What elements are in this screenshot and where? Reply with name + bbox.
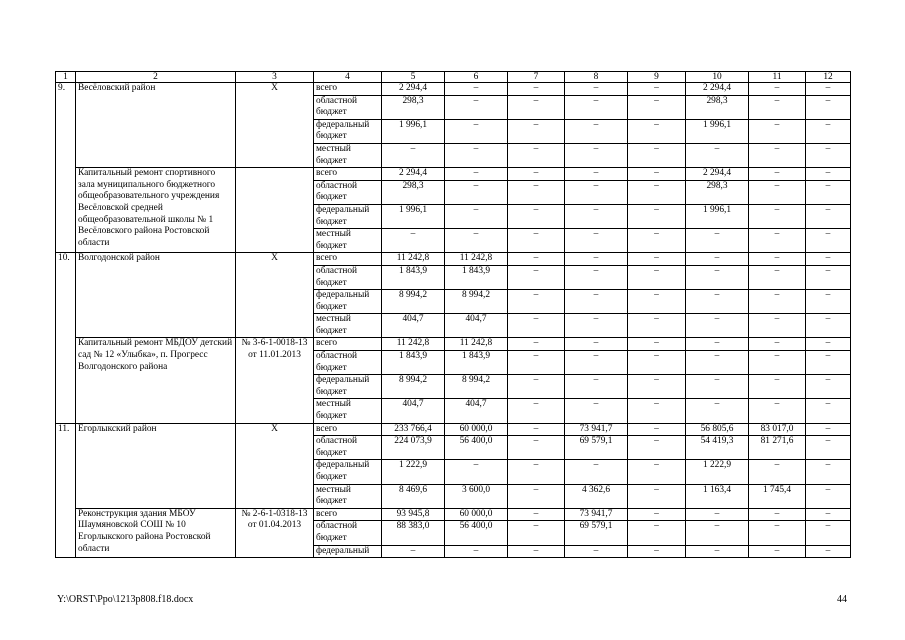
value-cell: – bbox=[508, 508, 565, 521]
funding-type: местный бюджет bbox=[314, 229, 382, 253]
value-cell: – bbox=[445, 204, 508, 228]
value-cell: – bbox=[628, 95, 686, 119]
value-cell: – bbox=[508, 423, 565, 436]
value-cell: – bbox=[445, 83, 508, 96]
value-cell: – bbox=[686, 375, 749, 399]
value-cell: 224 073,9 bbox=[382, 436, 445, 460]
value-cell: – bbox=[806, 204, 851, 228]
object-name: Волгодонской район bbox=[76, 253, 236, 338]
value-cell: – bbox=[628, 204, 686, 228]
value-cell: – bbox=[508, 460, 565, 484]
funding-type: всего bbox=[314, 83, 382, 96]
value-cell: – bbox=[508, 399, 565, 423]
object-code: Х bbox=[236, 83, 314, 168]
value-cell: – bbox=[508, 229, 565, 253]
row-number: 9. bbox=[56, 83, 76, 253]
value-cell: – bbox=[806, 83, 851, 96]
value-cell: 56 400,0 bbox=[445, 436, 508, 460]
funding-type: всего bbox=[314, 508, 382, 521]
value-cell: 1 996,1 bbox=[382, 204, 445, 228]
funding-type: федеральный бюджет bbox=[314, 290, 382, 314]
funding-type: местный бюджет bbox=[314, 314, 382, 338]
value-cell: – bbox=[806, 95, 851, 119]
value-cell: 8 994,2 bbox=[445, 375, 508, 399]
value-cell: 1 996,1 bbox=[382, 119, 445, 143]
value-cell: – bbox=[565, 180, 628, 204]
footer-file-path: Y:\ORST\Ppo\1213p808.f18.docx bbox=[57, 594, 194, 605]
value-cell: – bbox=[806, 168, 851, 181]
value-cell: 11 242,8 bbox=[445, 253, 508, 266]
value-cell: – bbox=[628, 351, 686, 375]
value-cell: – bbox=[806, 399, 851, 423]
value-cell: 233 766,4 bbox=[382, 423, 445, 436]
value-cell: – bbox=[565, 119, 628, 143]
value-cell: 404,7 bbox=[445, 314, 508, 338]
column-header: 4 bbox=[314, 72, 382, 83]
value-cell: – bbox=[628, 399, 686, 423]
value-cell: – bbox=[749, 338, 806, 351]
value-cell: – bbox=[628, 423, 686, 436]
value-cell: – bbox=[565, 143, 628, 167]
value-cell: – bbox=[749, 143, 806, 167]
value-cell: – bbox=[445, 229, 508, 253]
value-cell: – bbox=[749, 180, 806, 204]
funding-type: местный бюджет bbox=[314, 399, 382, 423]
value-cell: – bbox=[749, 375, 806, 399]
value-cell: – bbox=[628, 290, 686, 314]
value-cell: – bbox=[806, 521, 851, 545]
value-cell: 73 941,7 bbox=[565, 423, 628, 436]
value-cell: 2 294,4 bbox=[382, 168, 445, 181]
row-number: 10. bbox=[56, 253, 76, 423]
value-cell: – bbox=[806, 253, 851, 266]
value-cell: – bbox=[749, 314, 806, 338]
funding-type: всего bbox=[314, 168, 382, 181]
value-cell: – bbox=[686, 508, 749, 521]
value-cell: – bbox=[749, 460, 806, 484]
value-cell: – bbox=[565, 265, 628, 289]
value-cell: 404,7 bbox=[445, 399, 508, 423]
value-cell: – bbox=[749, 545, 806, 558]
value-cell: – bbox=[565, 168, 628, 181]
funding-type: федеральный бюджет bbox=[314, 460, 382, 484]
value-cell: – bbox=[508, 95, 565, 119]
value-cell: – bbox=[749, 351, 806, 375]
header-row bbox=[56, 72, 851, 83]
value-cell: – bbox=[445, 143, 508, 167]
value-cell: – bbox=[628, 545, 686, 558]
value-cell: 298,3 bbox=[382, 180, 445, 204]
value-cell: – bbox=[565, 351, 628, 375]
column-header: 11 bbox=[749, 72, 806, 83]
value-cell: – bbox=[565, 95, 628, 119]
value-cell: 83 017,0 bbox=[749, 423, 806, 436]
value-cell: – bbox=[445, 460, 508, 484]
value-cell: 8 994,2 bbox=[382, 290, 445, 314]
value-cell: – bbox=[749, 521, 806, 545]
value-cell: – bbox=[806, 143, 851, 167]
value-cell: – bbox=[806, 338, 851, 351]
value-cell: – bbox=[806, 423, 851, 436]
value-cell: 60 000,0 bbox=[445, 508, 508, 521]
value-cell: 2 294,4 bbox=[382, 83, 445, 96]
value-cell: – bbox=[686, 143, 749, 167]
value-cell: – bbox=[686, 521, 749, 545]
funding-type: всего bbox=[314, 338, 382, 351]
value-cell: 3 600,0 bbox=[445, 484, 508, 508]
value-cell: – bbox=[806, 484, 851, 508]
value-cell: – bbox=[686, 265, 749, 289]
object-code: Х bbox=[236, 423, 314, 508]
value-cell: – bbox=[382, 143, 445, 167]
value-cell: – bbox=[686, 290, 749, 314]
column-header: 5 bbox=[382, 72, 445, 83]
value-cell: – bbox=[806, 229, 851, 253]
value-cell: – bbox=[749, 204, 806, 228]
value-cell: 8 994,2 bbox=[382, 375, 445, 399]
value-cell: – bbox=[686, 399, 749, 423]
value-cell: – bbox=[628, 180, 686, 204]
value-cell: 1 843,9 bbox=[382, 265, 445, 289]
value-cell: 404,7 bbox=[382, 314, 445, 338]
value-cell: – bbox=[749, 265, 806, 289]
value-cell: – bbox=[508, 168, 565, 181]
value-cell: – bbox=[508, 253, 565, 266]
object-code bbox=[236, 168, 314, 253]
value-cell: – bbox=[508, 521, 565, 545]
funding-type: всего bbox=[314, 423, 382, 436]
value-cell: 2 294,4 bbox=[686, 168, 749, 181]
funding-type: областной бюджет bbox=[314, 265, 382, 289]
value-cell: – bbox=[749, 290, 806, 314]
value-cell: – bbox=[749, 119, 806, 143]
value-cell: 69 579,1 bbox=[565, 436, 628, 460]
table-row bbox=[56, 83, 851, 96]
value-cell: – bbox=[445, 119, 508, 143]
column-header: 1 bbox=[56, 72, 76, 83]
funding-type: федеральный бюджет bbox=[314, 119, 382, 143]
value-cell: – bbox=[508, 484, 565, 508]
funding-type: федеральный bbox=[314, 545, 382, 558]
value-cell: – bbox=[565, 314, 628, 338]
value-cell: – bbox=[508, 204, 565, 228]
value-cell: – bbox=[565, 204, 628, 228]
value-cell: – bbox=[508, 180, 565, 204]
value-cell: – bbox=[686, 351, 749, 375]
value-cell: – bbox=[628, 83, 686, 96]
value-cell: 60 000,0 bbox=[445, 423, 508, 436]
value-cell: – bbox=[749, 399, 806, 423]
value-cell: – bbox=[628, 265, 686, 289]
value-cell: 1 163,4 bbox=[686, 484, 749, 508]
value-cell: – bbox=[628, 436, 686, 460]
value-cell: – bbox=[508, 436, 565, 460]
value-cell: – bbox=[749, 508, 806, 521]
value-cell: – bbox=[749, 83, 806, 96]
value-cell: 11 242,8 bbox=[382, 338, 445, 351]
value-cell: – bbox=[628, 375, 686, 399]
object-name: Капитальный ремонт МБДОУ детский сад № 12 «Улыбка», п. Прогресс Волгодонского района bbox=[76, 338, 236, 423]
value-cell: – bbox=[508, 143, 565, 167]
value-cell: – bbox=[565, 83, 628, 96]
value-cell: – bbox=[445, 545, 508, 558]
value-cell: – bbox=[508, 290, 565, 314]
table-row bbox=[56, 168, 851, 181]
funding-type: местный бюджет bbox=[314, 143, 382, 167]
value-cell: – bbox=[445, 95, 508, 119]
value-cell: – bbox=[806, 180, 851, 204]
value-cell: – bbox=[445, 168, 508, 181]
column-header: 12 bbox=[806, 72, 851, 83]
value-cell: – bbox=[806, 265, 851, 289]
value-cell: 81 271,6 bbox=[749, 436, 806, 460]
value-cell: – bbox=[508, 83, 565, 96]
column-header: 10 bbox=[686, 72, 749, 83]
value-cell: – bbox=[628, 484, 686, 508]
table-row bbox=[56, 338, 851, 351]
value-cell: – bbox=[445, 180, 508, 204]
column-header: 3 bbox=[236, 72, 314, 83]
value-cell: – bbox=[565, 290, 628, 314]
table-row bbox=[56, 508, 851, 521]
value-cell: – bbox=[806, 436, 851, 460]
column-header: 6 bbox=[445, 72, 508, 83]
value-cell: – bbox=[806, 314, 851, 338]
object-code: Х bbox=[236, 253, 314, 338]
value-cell: – bbox=[628, 168, 686, 181]
value-cell: – bbox=[628, 143, 686, 167]
row-number: 11. bbox=[56, 423, 76, 558]
value-cell: 11 242,8 bbox=[382, 253, 445, 266]
table-row bbox=[56, 423, 851, 436]
value-cell: – bbox=[749, 168, 806, 181]
value-cell: 11 242,8 bbox=[445, 338, 508, 351]
value-cell: – bbox=[686, 545, 749, 558]
column-header: 8 bbox=[565, 72, 628, 83]
value-cell: – bbox=[508, 265, 565, 289]
page-number: 44 bbox=[837, 594, 847, 605]
value-cell: – bbox=[806, 460, 851, 484]
value-cell: – bbox=[565, 399, 628, 423]
funding-type: областной бюджет bbox=[314, 436, 382, 460]
funding-type: областной бюджет bbox=[314, 95, 382, 119]
value-cell: – bbox=[628, 229, 686, 253]
value-cell: 298,3 bbox=[686, 95, 749, 119]
value-cell: 4 362,6 bbox=[565, 484, 628, 508]
object-code: № 2-6-1-0318-13 от 01.04.2013 bbox=[236, 508, 314, 557]
value-cell: – bbox=[806, 290, 851, 314]
value-cell: – bbox=[565, 253, 628, 266]
column-header: 9 bbox=[628, 72, 686, 83]
value-cell: – bbox=[749, 95, 806, 119]
funding-type: местный бюджет bbox=[314, 484, 382, 508]
value-cell: 404,7 bbox=[382, 399, 445, 423]
value-cell: – bbox=[628, 508, 686, 521]
value-cell: 73 941,7 bbox=[565, 508, 628, 521]
value-cell: 1 843,9 bbox=[445, 265, 508, 289]
value-cell: – bbox=[565, 338, 628, 351]
value-cell: – bbox=[508, 545, 565, 558]
value-cell: 88 383,0 bbox=[382, 521, 445, 545]
value-cell: – bbox=[806, 545, 851, 558]
value-cell: – bbox=[686, 253, 749, 266]
value-cell: – bbox=[628, 314, 686, 338]
value-cell: 1 996,1 bbox=[686, 119, 749, 143]
value-cell: – bbox=[382, 229, 445, 253]
column-header: 2 bbox=[76, 72, 236, 83]
value-cell: – bbox=[686, 229, 749, 253]
value-cell: 1 843,9 bbox=[445, 351, 508, 375]
funding-type: федеральный бюджет bbox=[314, 204, 382, 228]
value-cell: 56 805,6 bbox=[686, 423, 749, 436]
value-cell: – bbox=[508, 375, 565, 399]
value-cell: 298,3 bbox=[686, 180, 749, 204]
value-cell: 56 400,0 bbox=[445, 521, 508, 545]
value-cell: 1 745,4 bbox=[749, 484, 806, 508]
object-name: Реконструкция здания МБОУ Шаумяновской СОШ № 10 Егорлыкского района Ростовской области bbox=[76, 508, 236, 557]
value-cell: 2 294,4 bbox=[686, 83, 749, 96]
table-row bbox=[56, 253, 851, 266]
value-cell: 1 996,1 bbox=[686, 204, 749, 228]
value-cell: – bbox=[565, 229, 628, 253]
value-cell: – bbox=[806, 375, 851, 399]
value-cell: 54 419,3 bbox=[686, 436, 749, 460]
value-cell: 8 994,2 bbox=[445, 290, 508, 314]
column-header: 7 bbox=[508, 72, 565, 83]
value-cell: 298,3 bbox=[382, 95, 445, 119]
value-cell: 1 843,9 bbox=[382, 351, 445, 375]
value-cell: – bbox=[508, 338, 565, 351]
value-cell: – bbox=[565, 375, 628, 399]
value-cell: 8 469,6 bbox=[382, 484, 445, 508]
object-name: Капитальный ремонт спортивного зала муниципального бюджетного общеобразовательного учреждения Весёловской средней общеобразовательной школы № 1 Весёловского района Ростовской области bbox=[76, 168, 236, 253]
value-cell: 1 222,9 bbox=[686, 460, 749, 484]
value-cell: – bbox=[628, 460, 686, 484]
funding-type: областной бюджет bbox=[314, 180, 382, 204]
value-cell: 93 945,8 bbox=[382, 508, 445, 521]
value-cell: – bbox=[628, 521, 686, 545]
value-cell: – bbox=[508, 351, 565, 375]
value-cell: – bbox=[508, 119, 565, 143]
value-cell: 69 579,1 bbox=[565, 521, 628, 545]
value-cell: – bbox=[686, 314, 749, 338]
value-cell: – bbox=[628, 119, 686, 143]
value-cell: – bbox=[565, 460, 628, 484]
value-cell: – bbox=[686, 338, 749, 351]
budget-table bbox=[55, 71, 851, 558]
value-cell: – bbox=[749, 229, 806, 253]
value-cell: – bbox=[628, 253, 686, 266]
value-cell: – bbox=[806, 508, 851, 521]
funding-type: всего bbox=[314, 253, 382, 266]
funding-type: федеральный бюджет bbox=[314, 375, 382, 399]
value-cell: – bbox=[508, 314, 565, 338]
object-name: Егорлыкский район bbox=[76, 423, 236, 508]
funding-type: областной бюджет bbox=[314, 351, 382, 375]
value-cell: – bbox=[382, 545, 445, 558]
value-cell: 1 222,9 bbox=[382, 460, 445, 484]
value-cell: – bbox=[565, 545, 628, 558]
value-cell: – bbox=[806, 119, 851, 143]
value-cell: – bbox=[749, 253, 806, 266]
object-name: Весёловский район bbox=[76, 83, 236, 168]
value-cell: – bbox=[628, 338, 686, 351]
funding-type: областной бюджет bbox=[314, 521, 382, 545]
object-code: № 3-6-1-0018-13 от 11.01.2013 bbox=[236, 338, 314, 423]
value-cell: – bbox=[806, 351, 851, 375]
